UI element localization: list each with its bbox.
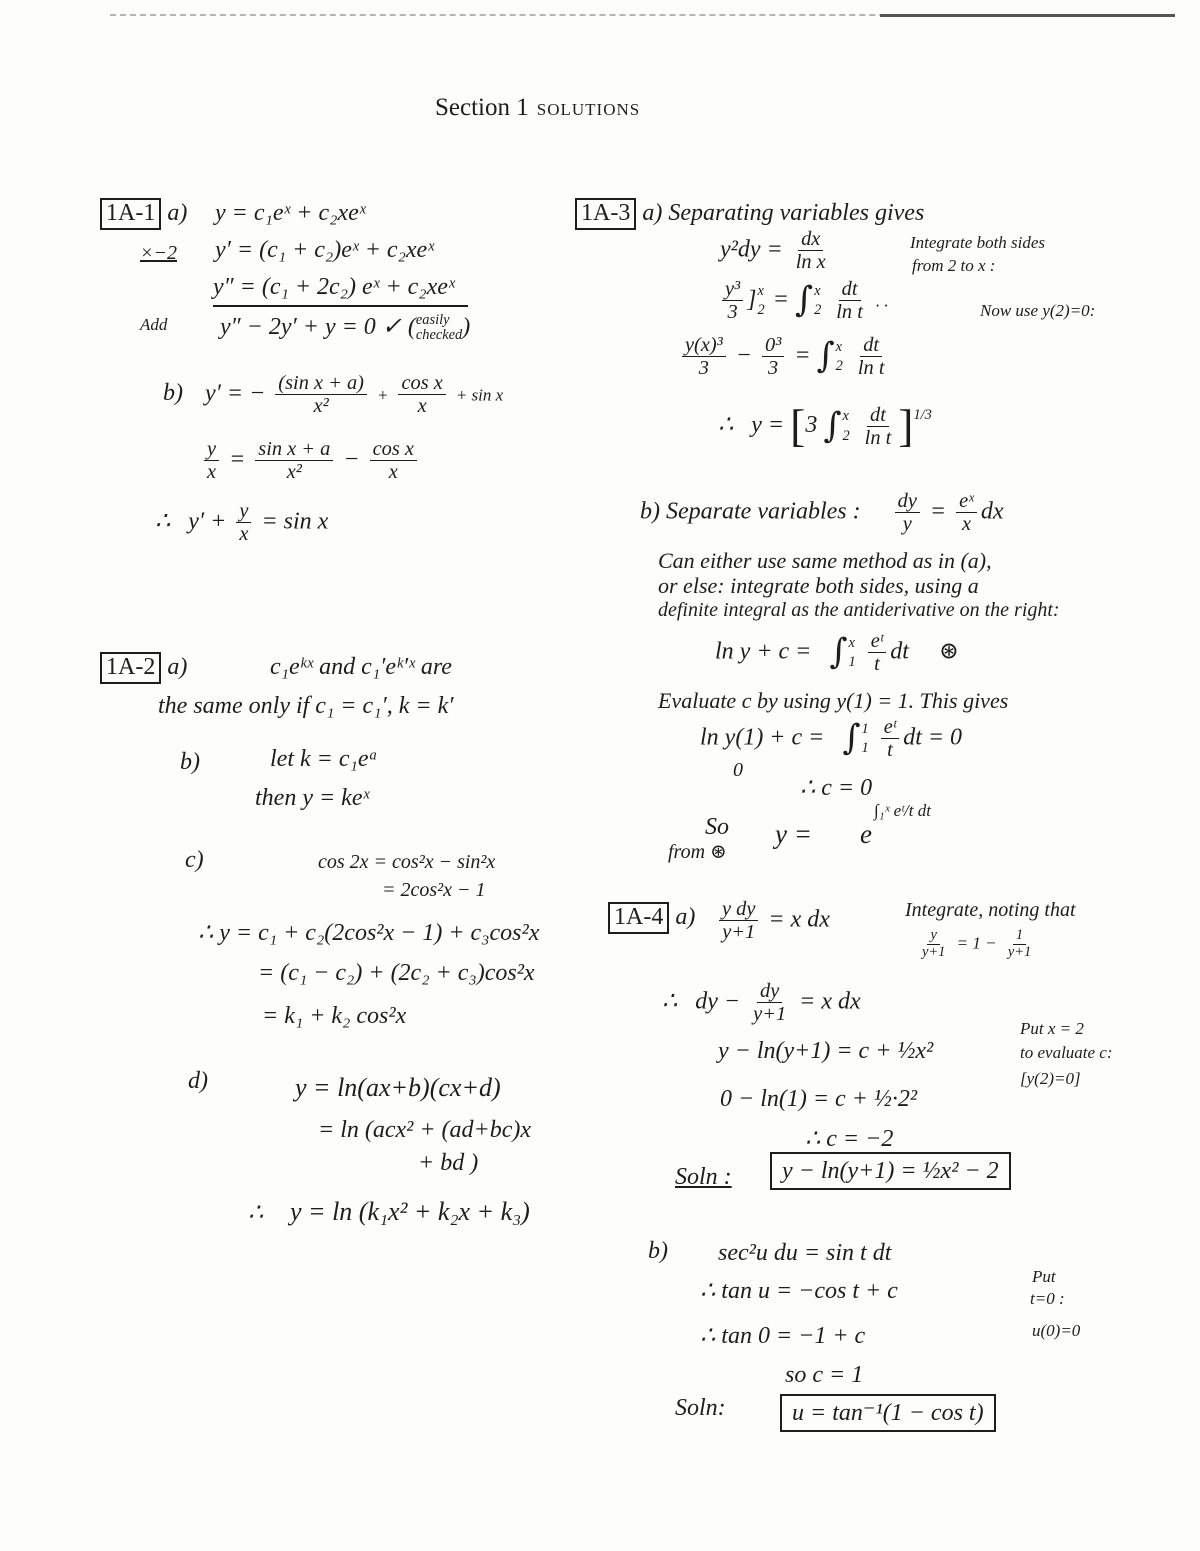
fraction <box>762 334 784 380</box>
upper-limit: x <box>842 408 849 425</box>
problem-1a4-header <box>608 902 695 934</box>
denominator: y+1 <box>753 1003 787 1026</box>
denominator: x² <box>286 461 302 484</box>
eq-sum: y″ − 2y′ + y = 0 ✓ <box>220 314 402 340</box>
integral-sign: ∫ <box>816 336 835 377</box>
part-label: b) <box>640 498 660 525</box>
text-line: So <box>705 814 729 840</box>
fraction <box>956 490 977 536</box>
eq-line: 0 − ln(1) = c + ½·2² <box>720 1086 918 1112</box>
denominator: x <box>239 523 249 546</box>
eq-text: = sin x <box>261 508 329 535</box>
eq-line: cos 2x = cos²x − sin²x <box>318 851 496 873</box>
note-open: ( <box>407 314 416 340</box>
lower-limit: 2 <box>757 301 765 318</box>
text-line: Separate variables : <box>666 498 861 525</box>
numerator: dy <box>757 980 782 1003</box>
margin-note: Integrate both sides <box>910 233 1046 252</box>
solution-box <box>770 1152 1011 1190</box>
fraction <box>236 500 251 546</box>
numerator: 0³ <box>762 334 784 357</box>
upper-limit: x <box>757 282 764 299</box>
eq-line: = k₁ + k₂ cos²x <box>262 1003 407 1029</box>
multiplier-note: ×−2 <box>140 242 177 264</box>
eq-line: y = ln (k₁x² + k₂x + k₃) <box>290 1197 530 1226</box>
fraction <box>881 716 899 762</box>
margin-note: Put x = 2 <box>1020 1019 1084 1038</box>
denominator: y+1 <box>722 921 756 944</box>
fraction <box>719 898 758 944</box>
eq-line: ∴ c = −2 <box>805 1126 894 1152</box>
eq-text: ln y(1) + c = <box>700 724 825 751</box>
fraction <box>833 278 866 324</box>
numerator: 1 <box>1013 928 1026 945</box>
eq-line <box>720 228 833 274</box>
eq-text: dy − <box>695 988 741 1015</box>
fraction <box>868 630 886 676</box>
denominator: t <box>887 739 893 762</box>
numerator: y³ <box>722 278 743 301</box>
note-line: checked <box>415 327 463 344</box>
fraction <box>682 334 726 380</box>
problem-1a3-header <box>575 198 924 230</box>
note-line: easily <box>415 312 450 329</box>
numerator: dt <box>839 278 861 301</box>
numerator: cos x <box>370 438 417 461</box>
integral-sign: ∫ <box>829 632 848 673</box>
part-label: b) <box>163 380 183 406</box>
star-marker: ⊛ <box>938 638 959 665</box>
eq-text: y′ + <box>188 508 227 535</box>
text-line: c₁eᵏˣ and c₁′eᵏ′ˣ are <box>270 654 452 680</box>
eq-line: ∴ tan 0 = −1 + c <box>700 1323 866 1349</box>
fraction <box>1005 928 1034 961</box>
fraction <box>855 334 888 380</box>
therefore-symbol: ∴ <box>155 508 171 535</box>
eq-line <box>155 500 328 546</box>
title-solutions: SOLUTIONS <box>536 100 641 119</box>
page-title <box>435 92 640 123</box>
integral-sign: ∫ <box>842 718 861 759</box>
eq-line: = ln (acx² + (ad+bc)x <box>318 1117 532 1143</box>
fraction <box>398 372 445 418</box>
eq-text: = <box>772 286 789 313</box>
numerator: sin x + a <box>255 438 333 461</box>
eq-text: y = <box>775 819 812 849</box>
eq-text: + <box>376 385 389 405</box>
close-bracket: ] <box>898 400 914 451</box>
eq-line: y″ = (c₁ + 2c₂) eˣ + c₂xeˣ <box>213 272 468 307</box>
eq-line <box>220 312 470 344</box>
part-label: b) <box>648 1238 668 1264</box>
solution-label: Soln: <box>675 1395 726 1421</box>
eq-text: dx <box>980 498 1004 525</box>
eq-line <box>640 490 1004 536</box>
problem-1a1-header <box>100 198 187 230</box>
margin-note: from 2 to x : <box>912 256 996 275</box>
denominator: x <box>388 461 398 484</box>
eq-text: y′ = − <box>205 380 266 407</box>
margin-note: Put <box>1032 1267 1056 1286</box>
part-label: d) <box>188 1068 208 1094</box>
problem-tag: 1A-3 <box>575 198 636 230</box>
eq-line: y = ln(ax+b)(cx+d) <box>295 1073 501 1102</box>
margin-note: Integrate, noting that <box>905 899 1076 921</box>
denominator: ln x <box>795 251 826 274</box>
denominator: ln t <box>857 357 885 380</box>
eq-text: − <box>343 446 360 473</box>
eq-line: y′ = (c₁ + c₂)eˣ + c₂xeˣ <box>215 237 434 263</box>
upper-limit: x <box>814 282 821 299</box>
eq-base: e <box>860 819 872 849</box>
note-stack <box>416 313 462 343</box>
eq-line: y = c₁eˣ + c₂xeˣ <box>215 200 366 226</box>
eq-line <box>718 278 889 324</box>
eq-text: ln y + c = <box>715 638 812 665</box>
numerator: dt <box>867 404 889 427</box>
eq-line <box>715 630 959 676</box>
lower-limit: 1 <box>861 739 869 756</box>
eq-line: = (c₁ − c₂) + (2c₂ + c₃)cos²x <box>258 960 535 986</box>
title-section: Section 1 <box>435 94 529 121</box>
text-line: a) Separating variables gives <box>642 200 925 226</box>
therefore-symbol: ∴ <box>662 988 678 1015</box>
under-note: 0 <box>733 759 743 781</box>
exponent: 1/3 <box>913 407 932 424</box>
numerator: (sin x + a) <box>275 372 367 395</box>
eq-line: ∴ tan u = −cos t + c <box>700 1278 898 1304</box>
text-line: the same only if c₁ = c₁′, k = k′ <box>158 693 454 719</box>
numerator: eᵗ <box>881 716 899 739</box>
eq-text: + sin x <box>455 385 504 405</box>
fraction <box>919 928 948 961</box>
numerator: eᵗ <box>868 630 886 653</box>
margin-note: t=0 : <box>1030 1289 1065 1308</box>
denominator: x <box>417 395 427 418</box>
solution-answer: u = tan⁻¹(1 − cos t) <box>780 1394 996 1432</box>
solution-label: Soln : <box>675 1164 732 1190</box>
denominator: t <box>874 653 880 676</box>
integral-sign: ∫ <box>794 280 814 321</box>
denominator: 3 <box>768 357 779 380</box>
denominator: ln t <box>864 427 892 449</box>
upper-limit: x <box>835 338 843 355</box>
eq-line: sec²u du = sin t dt <box>718 1240 892 1266</box>
eq-text: = <box>794 342 811 369</box>
note-close: ) <box>462 314 471 340</box>
fraction <box>793 228 829 274</box>
solution-answer: y − ln(y+1) = ½x² − 2 <box>770 1152 1011 1190</box>
denominator: x <box>207 461 217 484</box>
lower-limit: 2 <box>835 357 843 374</box>
denominator: y <box>902 513 912 536</box>
text-line: then y = keˣ <box>255 785 370 811</box>
eq-line: = 2cos²x − 1 <box>382 879 486 901</box>
eval-bracket: ] <box>747 286 757 313</box>
open-bracket: [ <box>790 400 806 451</box>
fraction <box>750 980 789 1026</box>
exponent: ∫₁ˣ eᵗ/t dt <box>874 801 931 820</box>
denominator: x <box>961 513 972 536</box>
numerator: dx <box>798 228 823 251</box>
text-line: let k = c₁eᵃ <box>270 746 379 772</box>
fraction <box>862 404 895 450</box>
eq-line: ∴ y = c₁ + c₂(2cos²x − 1) + c₃cos²x <box>198 920 540 946</box>
therefore-symbol: ∴ <box>718 412 734 439</box>
fraction <box>275 372 367 418</box>
text-line: Can either use same method as in (a), <box>658 548 992 573</box>
eq-text: = 1 − <box>956 933 997 953</box>
fraction <box>204 438 219 484</box>
eq-line <box>200 438 421 484</box>
numerator: dy <box>895 490 920 513</box>
eq-text: = x dx <box>768 906 830 933</box>
margin-note: [y(2)=0] <box>1020 1069 1081 1088</box>
part-label: b) <box>180 749 200 775</box>
text-line: Evaluate c by using y(1) = 1. This gives <box>658 688 1009 713</box>
problem-tag: 1A-1 <box>100 198 161 230</box>
limits <box>758 282 765 321</box>
therefore-symbol: ∴ <box>248 1200 264 1226</box>
eq-line <box>662 980 861 1026</box>
numerator: cos x <box>398 372 445 395</box>
margin-note <box>915 928 1038 961</box>
limits <box>814 282 821 321</box>
upper-limit: x <box>848 634 855 651</box>
eq-text: y²dy = <box>720 236 783 263</box>
margin-note: u(0)=0 <box>1032 1321 1081 1340</box>
lower-limit: 1 <box>848 653 856 670</box>
eq-text: dt = 0 <box>903 724 963 751</box>
fraction <box>255 438 333 484</box>
eq-text: . . <box>875 291 889 311</box>
fraction <box>895 490 920 536</box>
denominator: y+1 <box>922 943 946 960</box>
eq-text: 3 <box>805 412 818 439</box>
eq-text: − <box>735 342 752 369</box>
upper-limit: 1 <box>861 720 869 737</box>
eq-line <box>678 334 891 380</box>
lower-limit: 2 <box>842 427 850 444</box>
problem-1a2-header <box>100 652 187 684</box>
part-label: a) <box>167 654 188 680</box>
denominator: 3 <box>727 301 738 324</box>
numerator: y <box>236 500 251 523</box>
denominator: y+1 <box>1007 943 1032 960</box>
eq-line: ∴ c = 0 <box>800 775 873 801</box>
numerator: eˣ <box>956 490 977 513</box>
add-label: Add <box>140 315 168 334</box>
eq-line: + bd ) <box>418 1150 479 1176</box>
eq-text: = <box>929 498 947 525</box>
eq-line <box>715 898 830 944</box>
eq-line <box>718 398 932 455</box>
eq-text: dt <box>890 638 909 665</box>
numerator: y(x)³ <box>682 334 726 357</box>
margin-note: to evaluate c: <box>1020 1043 1113 1062</box>
fraction <box>722 278 743 324</box>
integral-sign: ∫ <box>823 405 842 446</box>
part-label: a) <box>167 200 188 226</box>
numerator: dt <box>860 334 882 357</box>
numerator: y <box>204 438 219 461</box>
eq-text: y = <box>751 412 785 439</box>
scan-edge-dark <box>880 14 1175 17</box>
limits <box>836 338 843 377</box>
eq-line: so c = 1 <box>785 1362 864 1388</box>
numerator: y <box>927 928 939 945</box>
eq-text: = <box>229 446 246 473</box>
text-line: or else: integrate both sides, using a <box>658 573 979 598</box>
margin-note: Now use y(2)=0: <box>980 301 1096 320</box>
eq-text: = x dx <box>799 988 861 1015</box>
limits <box>842 407 849 446</box>
eq-line <box>205 372 503 418</box>
lower-limit: 2 <box>814 301 822 318</box>
fraction <box>370 438 417 484</box>
problem-tag: 1A-2 <box>100 652 161 684</box>
part-label: c) <box>185 847 204 873</box>
limits <box>862 720 869 759</box>
denominator: ln t <box>836 301 863 324</box>
numerator: y dy <box>719 898 758 921</box>
problem-tag: 1A-4 <box>608 902 669 934</box>
part-label: a) <box>675 904 696 930</box>
eq-line <box>700 716 962 762</box>
limits <box>849 634 856 673</box>
solution-box <box>780 1394 996 1432</box>
eq-line: y − ln(y+1) = c + ½x² <box>718 1038 934 1064</box>
denominator: x² <box>313 395 329 418</box>
text-line: definite integral as the antiderivative on the right: <box>658 599 1060 621</box>
denominator: 3 <box>698 357 709 380</box>
text-line: from ⊛ <box>668 841 727 863</box>
